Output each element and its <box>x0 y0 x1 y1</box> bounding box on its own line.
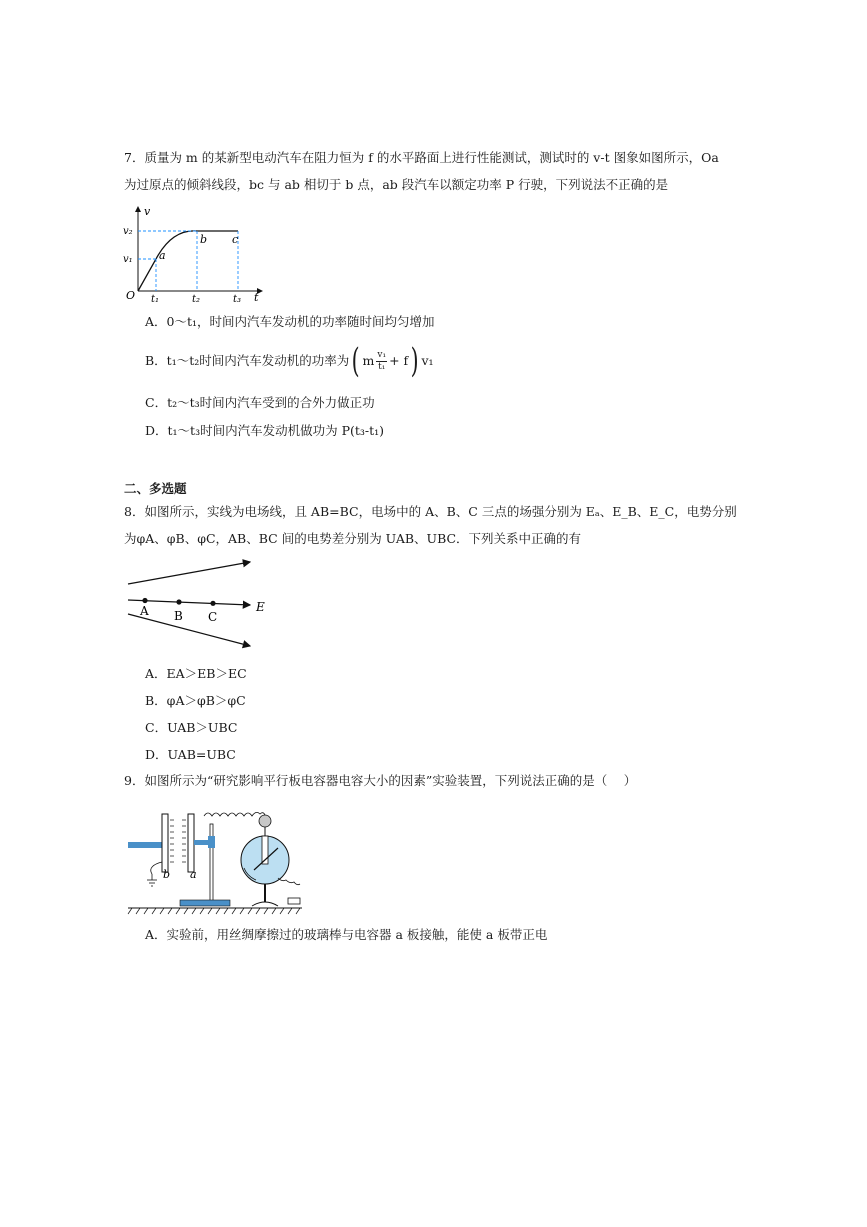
q7-option-b-plus-f: + f <box>389 353 409 368</box>
q7-option-b-m: m <box>362 353 375 368</box>
section-title: 二、多选题 <box>124 481 187 496</box>
q8-stem-line2: 为φA、φB、φC，AB、BC 间的电势差分别为 UAB、UBC．下列关系中正确的有 <box>124 531 582 546</box>
t1-label: t₁ <box>151 294 160 305</box>
field-line-bottom <box>128 614 250 646</box>
stand-base <box>180 900 230 906</box>
q8-option-b[interactable]: B．φA＞φB＞φC <box>145 693 246 708</box>
point-a-label: a <box>159 249 166 262</box>
label-B: B <box>174 609 183 623</box>
field-line-top <box>128 562 250 584</box>
fraction-v1-over-t1: v₁ t₁ <box>377 349 387 372</box>
t3-label: t₃ <box>233 294 242 305</box>
v1-label: v₁ <box>123 254 133 265</box>
q8-stem-line1: 8．如图所示，实线为电场线，且 AB=BC，电场中的 A、B、C 三点的场强分别为 Eₐ、E_B、E_C，电势分别 <box>124 504 737 519</box>
label-a: a <box>190 868 197 881</box>
plate-a <box>188 814 194 872</box>
q9-option-a[interactable]: A．实验前，用丝绸摩擦过的玻璃棒与电容器 a 板接触，能使 a 板带正电 <box>145 927 548 942</box>
q8-option-a[interactable]: A．EA＞EB＞EC <box>145 666 247 681</box>
point-b-label: b <box>200 233 208 246</box>
q7-option-a[interactable]: A．0～t₁，时间内汽车发动机的功率随时间均匀增加 <box>145 314 435 329</box>
q7-option-d[interactable]: D．t₁～t₃时间内汽车发动机做功为 P(t₃-t₁) <box>145 423 385 438</box>
q7-stem-line1: 7．质量为 m 的某新型电动汽车在阻力恒为 f 的水平路面上进行性能测试，测试时的 v-t 图象如图所示，Oa <box>124 150 719 165</box>
label-A: A <box>140 604 149 618</box>
t-axis-label: t <box>254 291 259 304</box>
point-B <box>176 599 181 604</box>
point-C <box>210 601 215 606</box>
v2-label: v₂ <box>123 226 133 237</box>
curve-Oab <box>138 231 197 291</box>
q9-capacitor-apparatus <box>126 806 306 918</box>
point-c-label: c <box>232 233 239 246</box>
label-C: C <box>208 610 218 624</box>
q7-option-b[interactable] <box>145 341 434 381</box>
plate-b <box>162 814 168 872</box>
origin-label: O <box>126 289 136 302</box>
label-E: E <box>256 600 265 614</box>
q7-option-b-suffix: v₁ <box>421 353 434 368</box>
q8-option-d[interactable]: D．UAB=UBC <box>145 747 236 762</box>
label-b: b <box>163 868 171 881</box>
q7-option-c[interactable]: C．t₂～t₃时间内汽车受到的合外力做正功 <box>145 395 375 410</box>
q7-option-b-prefix: B．t₁～t₂时间内汽车发动机的功率为 <box>145 353 350 368</box>
electrometer-base <box>252 902 278 906</box>
right-paren: ) <box>410 341 419 381</box>
q7-vt-graph <box>122 203 267 303</box>
left-paren: ( <box>351 341 360 381</box>
plate-b-handle <box>128 842 162 848</box>
t2-label: t₂ <box>192 294 201 305</box>
point-A <box>142 598 147 603</box>
q7-stem-line2: 为过原点的倾斜线段，bc 与 ab 相切于 b 点，ab 段汽车以额定功率 P 行驶，下列说法不正确的是 <box>124 177 669 192</box>
v-axis-label: v <box>144 205 151 218</box>
q8-field-diagram <box>122 558 272 653</box>
electrometer-knob <box>259 815 271 827</box>
q9-stem: 9．如图所示为“研究影响平行板电容器电容大小的因素”实验装置，下列说法正确的是（ ） <box>124 773 637 788</box>
q8-option-c[interactable]: C．UAB＞UBC <box>145 720 238 735</box>
